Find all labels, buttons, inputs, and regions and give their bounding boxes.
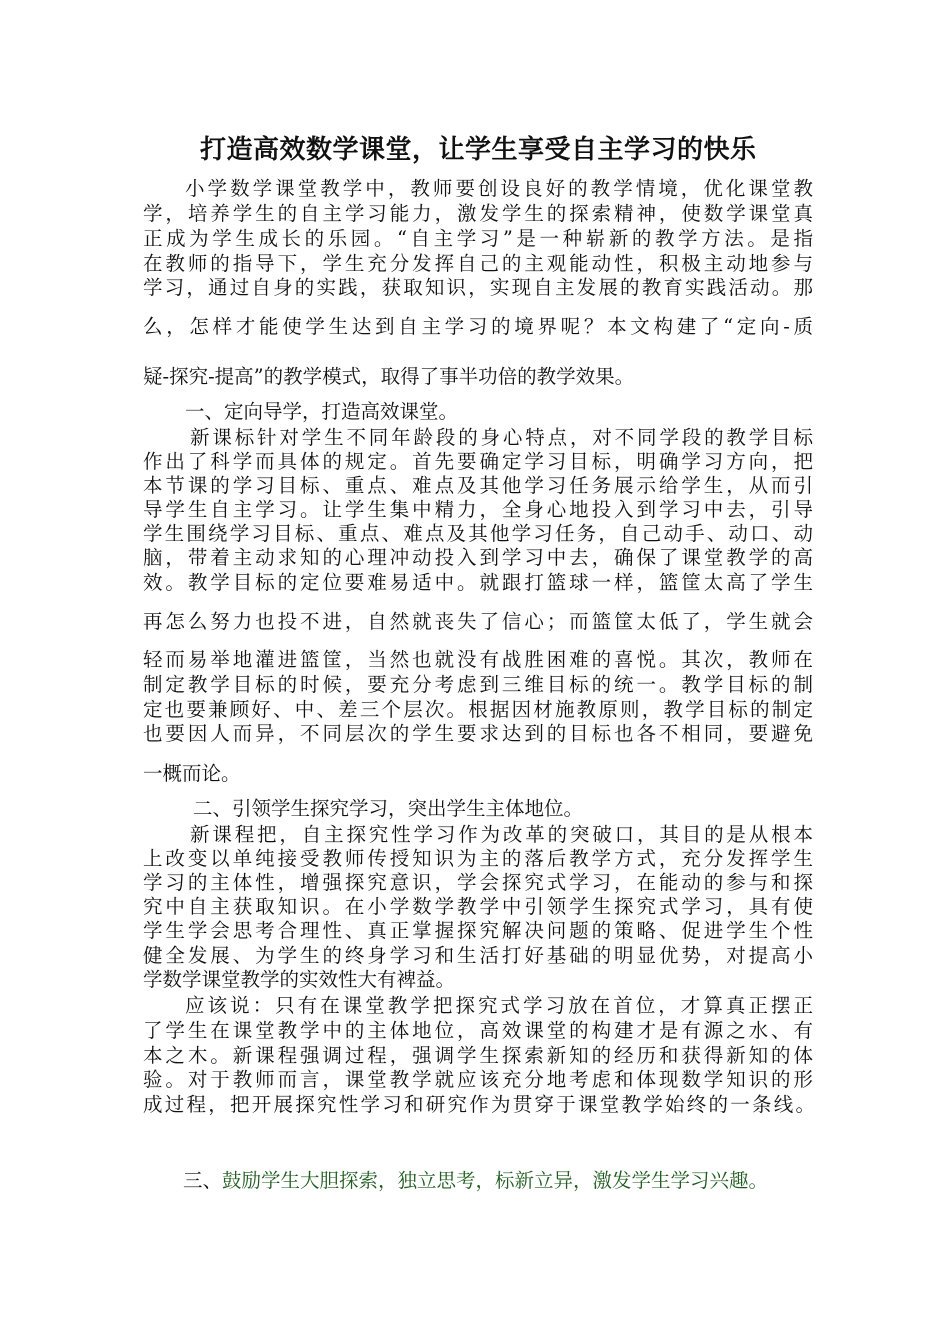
section2-line: 究中自主获取知识。在小学数学教学中引领学生探究式学习，具有使: [143, 895, 813, 918]
section1-line: 新课标针对学生不同年龄段的身心特点，对不同学段的教学目标: [190, 426, 813, 449]
section2-line: 学生学会思考合理性、真正掌握探究解决问题的策略、促进学生个性: [143, 919, 813, 942]
section2-line: 了学生在课堂教学中的主体地位，高效课堂的构建才是有源之水、有: [143, 1019, 813, 1042]
section-heading-1: 一、定向导学，打造高效课堂。: [185, 400, 459, 423]
section1-line: 作出了科学而具体的规定。首先要确定学习目标，明确学习方向，把: [143, 450, 813, 473]
intro-line: 疑-探究-提高”的教学模式，取得了事半功倍的教学效果。: [143, 365, 635, 388]
section1-line: 轻而易举地灌进篮筐，当然也就没有战胜困难的喜悦。其次，教师在: [143, 648, 813, 671]
intro-line: 么，怎样才能使学生达到自主学习的境界呢？本文构建了“定向-质: [143, 315, 813, 338]
section2-line: 应该说：只有在课堂教学把探究式学习放在首位，才算真正摆正: [185, 994, 813, 1017]
section2-line: 学数学课堂教学的实效性大有裨益。: [143, 968, 456, 991]
section1-line: 再怎么努力也投不进，自然就丧失了信心；而篮筐太低了，学生就会: [143, 610, 813, 633]
intro-line: 正成为学生成长的乐园。“自主学习”是一种崭新的教学方法。是指: [143, 227, 813, 250]
section1-line: 导学生自主学习。让学生集中精力，全身心地投入到学习中去，引导: [143, 498, 813, 521]
section1-line: 也要因人而异，不同层次的学生要求达到的目标也各不相同，要避免: [143, 722, 813, 745]
section1-line: 脑，带着主动求知的心理冲动投入到学习中去，确保了课堂教学的高: [143, 546, 813, 569]
intro-line: 在教师的指导下，学生充分发挥自己的主观能动性，积极主动地参与: [143, 252, 813, 275]
section2-line: 验。对于教师而言，课堂教学就应该充分地考虑和体现数学知识的形: [143, 1068, 813, 1091]
section1-line: 一概而论。: [143, 762, 241, 785]
section2-line: 上改变以单纯接受教师传授知识为主的落后教学方式，充分发挥学生: [143, 847, 813, 870]
page-title: 打造高效数学课堂，让学生享受自主学习的快乐: [200, 135, 757, 165]
section-heading-3: [183, 1169, 768, 1193]
section1-line: 本节课的学习目标、重点、难点及其他学习任务展示给学生，从而引: [143, 474, 813, 497]
intro-line: 小学数学课堂教学中，教师要创设良好的教学情境，优化课堂教: [185, 177, 813, 200]
section-heading-2: 二、引领学生探究学习，突出学生主体地位。: [193, 797, 584, 820]
section2-line: 健全发展、为学生的终身学习和生活打好基础的明显优势，对提高小: [143, 944, 813, 967]
section1-line: 效。教学目标的定位要难易适中。就跟打篮球一样，篮筐太高了学生: [143, 571, 813, 594]
section1-line: 学生围绕学习目标、重点、难点及其他学习任务，自己动手、动口、动: [143, 522, 813, 545]
section1-line: 定也要兼顾好、中、差三个层次。根据因材施教原则，教学目标的制定: [143, 698, 813, 721]
intro-line: 学习，通过自身的实践，获取知识，实现自主发展的教育实践活动。那: [143, 276, 813, 299]
section2-line: 本之木。新课程强调过程，强调学生探索新知的经历和获得新知的体: [143, 1044, 813, 1067]
intro-line: 学，培养学生的自主学习能力，激发学生的探索精神，使数学课堂真: [143, 202, 813, 225]
section-heading-3-number: 三、: [183, 1169, 223, 1192]
section2-line: 学习的主体性，增强探究意识，学会探究式学习，在能动的参与和探: [143, 871, 813, 894]
section2-line: 新课程把，自主探究性学习作为改革的突破口，其目的是从根本: [190, 823, 813, 846]
section2-line: 成过程，把开展探究性学习和研究作为贯穿于课堂教学始终的一条线。: [143, 1093, 815, 1116]
section1-line: 制定教学目标的时候，要充分考虑到三维目标的统一。教学目标的制: [143, 673, 813, 696]
section-heading-3-text: 鼓励学生大胆探索，独立思考，标新立异，激发学生学习兴趣。: [222, 1169, 769, 1192]
